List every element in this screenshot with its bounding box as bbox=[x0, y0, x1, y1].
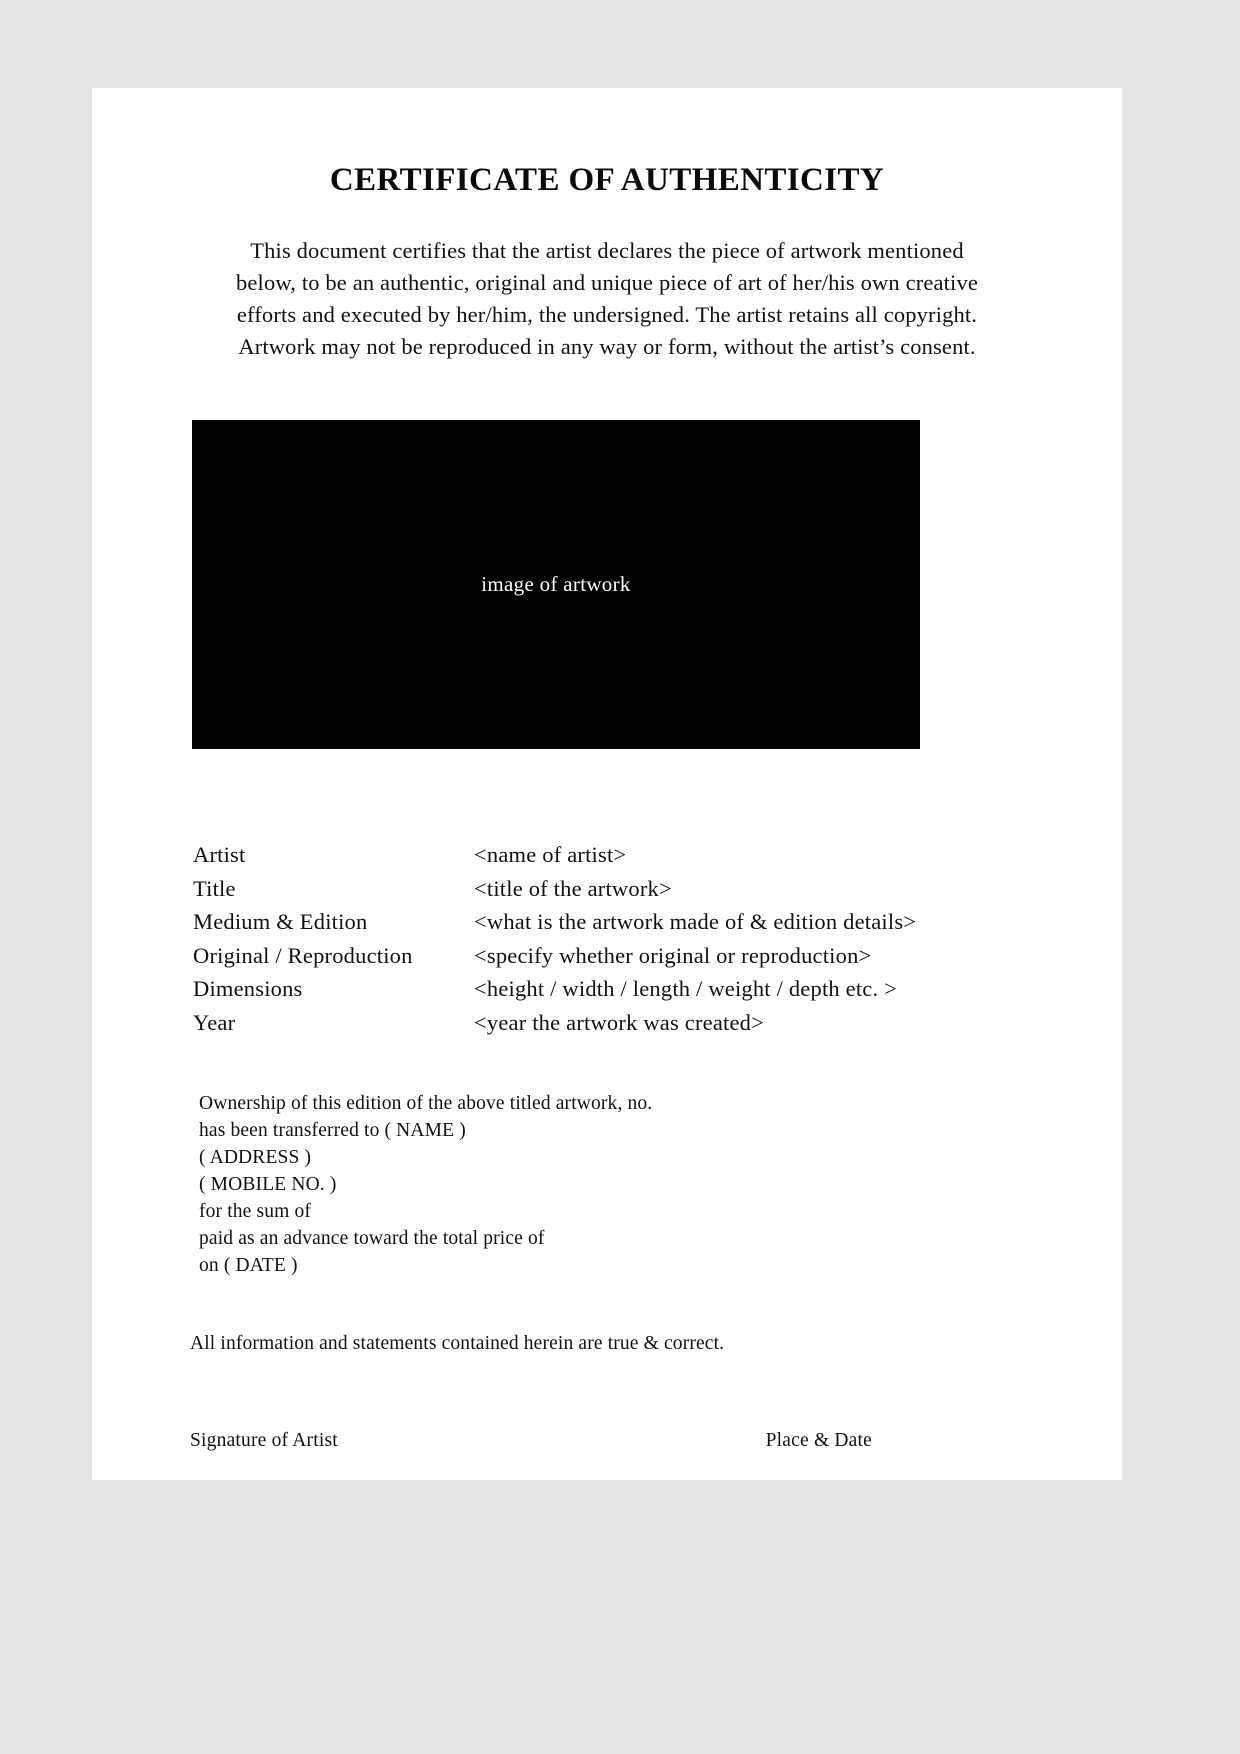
detail-label-artist: Artist bbox=[193, 842, 246, 867]
table-row bbox=[193, 909, 1073, 943]
ownership-transfer-block bbox=[199, 1090, 959, 1279]
detail-label-year: Year bbox=[193, 1009, 236, 1035]
detail-label-medium-edition: Medium & Edition bbox=[193, 909, 368, 934]
place-and-date-label: Place & Date bbox=[765, 1430, 872, 1451]
ownership-line: has been transferred to ( NAME ) bbox=[199, 1120, 466, 1141]
ownership-line: ( ADDRESS ) bbox=[199, 1147, 312, 1168]
detail-label-original-reproduction: Original / Reproduction bbox=[193, 942, 413, 968]
truth-statement: All information and statements contained herein are true & correct. bbox=[190, 1333, 725, 1354]
signature-of-artist-label: Signature of Artist bbox=[190, 1430, 338, 1451]
signature-row bbox=[190, 1430, 990, 1452]
ownership-line: ( MOBILE NO. ) bbox=[199, 1174, 337, 1195]
ownership-line: Ownership of this edition of the above titled artwork, no. bbox=[199, 1093, 653, 1114]
page-title: CERTIFICATE OF AUTHENTICITY bbox=[329, 162, 885, 198]
detail-label-dimensions: Dimensions bbox=[193, 976, 303, 1001]
detail-label-title: Title bbox=[193, 875, 236, 901]
intro-paragraph-line: below, to be an authentic, original and unique piece of art of her/his own creative bbox=[236, 270, 978, 295]
table-row bbox=[193, 943, 1073, 977]
ownership-line: on ( DATE ) bbox=[199, 1255, 298, 1276]
detail-value-original-reproduction: <specify whether original or reproduction> bbox=[474, 942, 872, 968]
intro-paragraph-line: efforts and executed by her/him, the undersigned. The artist retains all copyright. bbox=[236, 302, 978, 327]
ownership-line: paid as an advance toward the total price of bbox=[199, 1228, 545, 1249]
table-row bbox=[193, 876, 1073, 910]
artwork-image-placeholder bbox=[192, 420, 920, 749]
table-row bbox=[193, 1010, 1073, 1044]
ownership-line: for the sum of bbox=[199, 1201, 312, 1222]
intro-paragraph bbox=[177, 235, 1037, 363]
detail-value-year: <year the artwork was created> bbox=[474, 1009, 764, 1035]
detail-value-title: <title of the artwork> bbox=[474, 875, 672, 901]
table-row bbox=[193, 842, 1073, 876]
detail-value-artist: <name of artist> bbox=[474, 842, 627, 867]
detail-value-medium-edition: <what is the artwork made of & edition details> bbox=[474, 909, 917, 934]
detail-value-dimensions: <height / width / length / weight / depth etc. > bbox=[474, 976, 898, 1001]
intro-paragraph-line: This document certifies that the artist declares the piece of artwork mentioned bbox=[250, 238, 964, 263]
certificate-sheet bbox=[92, 88, 1122, 1480]
table-row bbox=[193, 976, 1073, 1010]
intro-paragraph-line: Artwork may not be reproduced in any way or form, without the artist’s consent. bbox=[238, 334, 976, 359]
artwork-details-table bbox=[193, 842, 1073, 1043]
artwork-image-caption: image of artwork bbox=[481, 572, 631, 596]
